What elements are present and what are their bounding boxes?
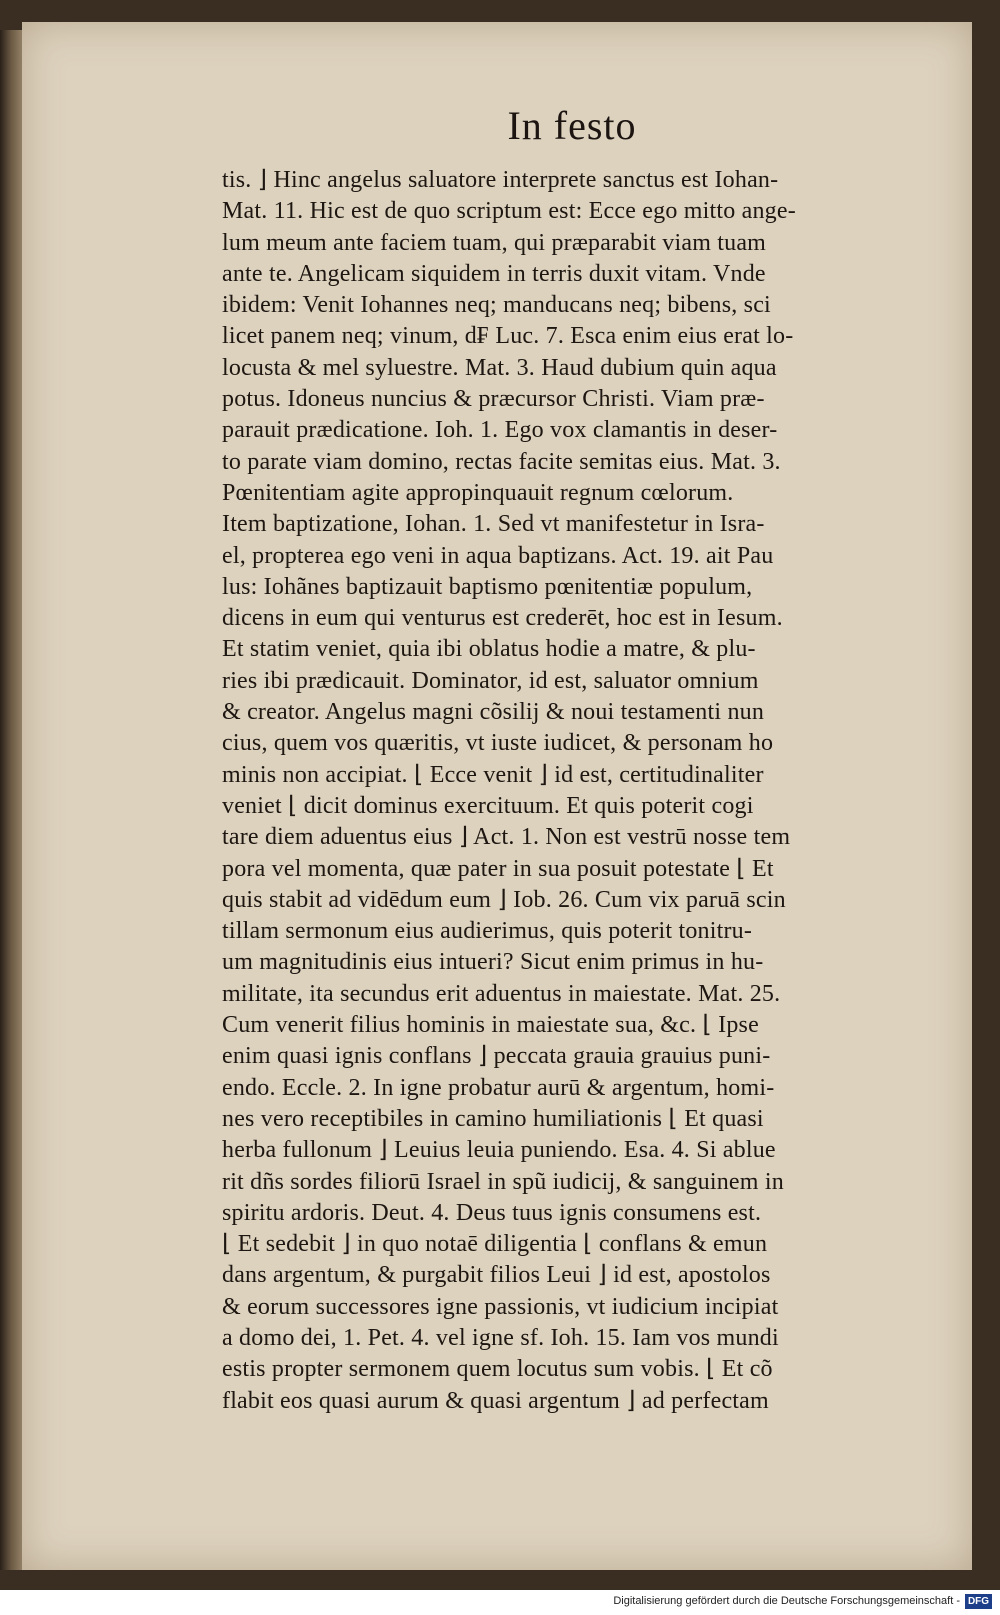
text-line: tis. ⌋ Hinc angelus saluatore interprete sanctus est Iohan- [222, 167, 779, 193]
text-line: ⌊ Et sedebit ⌋ in quo notaē diligentia ⌊ conflans & emun [222, 1231, 768, 1258]
text-line: minis non accipiat. ⌊ Ecce venit ⌋ id est, certitudinaliter [222, 761, 764, 788]
text-line: lus: Iohãnes baptizauit baptismo pœnitentiæ populum, [222, 573, 753, 600]
text-line: tare diem aduentus eius ⌋ Act. 1. Non est vestrū nosse tem [222, 824, 791, 851]
text-line: dans argentum, & purgabit filios Leui ⌋ id est, apostolos [222, 1262, 771, 1289]
text-line: ibidem: Venit Iohannes neq; manducans neq; bibens, sci [222, 292, 771, 319]
text-line: spiritu ardoris. Deut. 4. Deus tuus ignis consumens est. [222, 1199, 762, 1226]
text-line: Et statim veniet, quia ibi oblatus hodie a matre, & plu- [222, 636, 756, 663]
text-line: potus. Idoneus nuncius & præcursor Christi. Viam præ- [222, 386, 765, 413]
text-line: quis stabit ad vidēdum eum ⌋ Iob. 26. Cum vix paruā scin [222, 886, 786, 913]
funding-credit: Digitalisierung gefördert durch die Deutsche Forschungsgemeinschaft - [613, 1595, 960, 1607]
text-line: Mat. 11. Hic est de quo scriptum est: Ecce ego mitto ange- [222, 198, 796, 225]
text-line: a domo dei, 1. Pet. 4. vel igne sf. Ioh. 15. Iam vos mundi [222, 1324, 779, 1351]
text-line: herba fullonum ⌋ Leuius leuia puniendo. Esa. 4. Si ablue [222, 1137, 776, 1164]
text-line: rit dñs sordes filiorū Israel in spũ iudicij, & sanguinem in [222, 1168, 784, 1195]
text-line: & eorum successores igne passionis, vt iudicium incipiat [222, 1293, 779, 1320]
text-line: estis propter sermonem quem locutus sum vobis. ⌊ Et cõ [222, 1356, 773, 1383]
text-line: to parate viam domino, rectas facite semitas eius. Mat. 3. [222, 448, 781, 475]
text-line: veniet ⌊ dicit dominus exercituum. Et quis poterit cogi [222, 792, 754, 819]
text-body [222, 165, 957, 1417]
text-line: militate, ita secundus erit aduentus in maiestate. Mat. 25. [222, 980, 781, 1007]
text-line: Cum venerit filius hominis in maiestate sua, &c. ⌊ Ipse [222, 1012, 759, 1039]
book-page [22, 22, 972, 1570]
text-line: & creator. Angelus magni cõsilij & noui testamenti nun [222, 699, 765, 726]
running-head: In festo [507, 103, 637, 148]
text-line: endo. Eccle. 2. In igne probatur aurū & argentum, homi- [222, 1074, 775, 1101]
text-line: dicens in eum qui venturus est crederēt, hoc est in Iesum. [222, 605, 783, 632]
text-line: ante te. Angelicam siquidem in terris duxit vitam. Vnde [222, 260, 766, 287]
text-line: ries ibi prædicauit. Dominator, id est, saluator omnium [222, 667, 759, 694]
text-line: cius, quem vos quæritis, vt iuste iudicet, & personam ho [222, 730, 774, 757]
text-line: locusta & mel syluestre. Mat. 3. Haud dubium quin aqua [222, 354, 777, 381]
text-line: tillam sermonum eius audierimus, quis poterit tonitru- [222, 918, 753, 945]
text-line: parauit prædicatione. Ioh. 1. Ego vox clamantis in deser- [222, 417, 778, 444]
text-line: um magnitudinis eius intueri? Sicut enim primus in hu- [222, 949, 764, 976]
text-line: enim quasi ignis conflans ⌋ peccata grauia grauius puni- [222, 1043, 771, 1070]
text-line: flabit eos quasi aurum & quasi argentum ⌋ ad perfectam [222, 1387, 769, 1414]
text-line: Item baptizatione, Iohan. 1. Sed vt manifestetur in Isra- [222, 511, 765, 538]
text-line: licet panem neq; vinum, d₣ Luc. 7. Esca enim eius erat lo- [222, 323, 794, 350]
text-line: pora vel momenta, quæ pater in sua posuit potestate ⌊ Et [222, 855, 774, 882]
dfg-logo: DFG [965, 1594, 992, 1609]
text-line: lum meum ante faciem tuam, qui præparabit viam tuam [222, 229, 767, 256]
text-line: nes vero receptibiles in camino humiliationis ⌊ Et quasi [222, 1105, 764, 1132]
footer-bar [0, 1590, 1000, 1615]
text-line: Pœnitentiam agite appropinquauit regnum cœlorum. [222, 479, 734, 506]
text-line: el, propterea ego veni in aqua baptizans. Act. 19. ait Pau [222, 542, 774, 569]
